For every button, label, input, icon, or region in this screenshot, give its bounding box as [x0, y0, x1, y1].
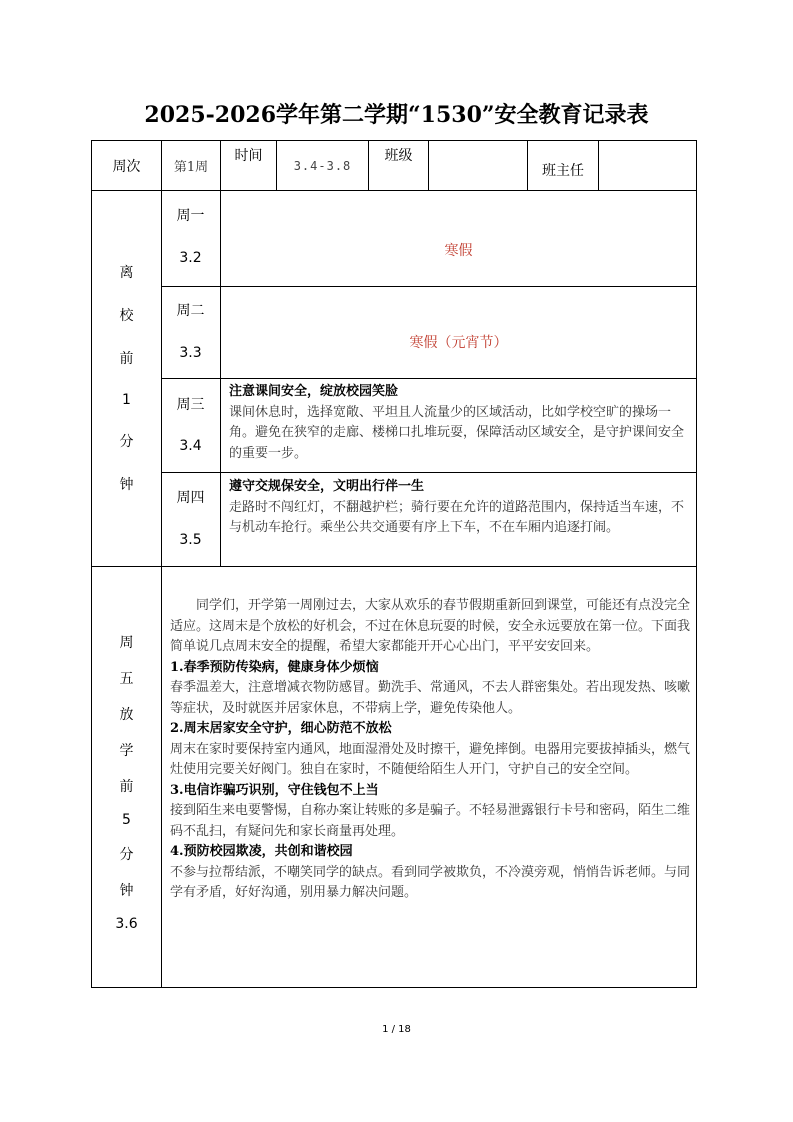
class-label: 班级 [384, 148, 413, 164]
section2-char: 5 [122, 812, 131, 828]
section2-char: 周 [119, 635, 134, 651]
section2-char: 放 [119, 707, 134, 723]
section-friday-label [92, 632, 161, 932]
tuesday-day: 周二 [176, 303, 205, 319]
section2-char: 学 [119, 743, 134, 759]
tuesday-date: 3.3 [179, 345, 202, 361]
item2-text: 周末在家时要保持室内通风，地面湿滑处及时擦干，避免摔倒。电器用完要拔掉插头，燃气灶使用完要关好阀门。独自在家时，不随便给陌生人开门，守护自己的安全空间。 [170, 741, 691, 777]
wednesday-text: 课间休息时，选择宽敞、平坦且人流量少的区域活动，比如学校空旷的操场一角。避免在狭窄的走廊、楼梯口扎堆玩耍，保障活动区域安全，是守护课间安全的重要一步。 [229, 404, 685, 461]
section1-char: 分 [119, 433, 134, 450]
section1-char: 钟 [119, 476, 134, 493]
teacher-value [599, 141, 696, 190]
tuesday-holiday: 寒假（元宵节） [409, 335, 508, 351]
friday-intro: 同学们，开学第一周刚过去，大家从欢乐的春节假期重新回到课堂，可能还有点没完全适应。这周末是个放松的好机会，不过在休息玩耍的时候，安全永远要放在第一位。下面我简单说几点周末安全的提醒，希望大家都能开开心心出门，平平安安回来。 [170, 598, 691, 654]
item1-heading: 1.春季预防传染病，健康身体少烦恼 [170, 659, 379, 675]
section-leave-school-label [92, 262, 161, 494]
section2-char: 钟 [119, 883, 134, 899]
section1-char: 前 [119, 351, 134, 368]
wednesday-heading: 注意课间安全，绽放校园笑脸 [229, 384, 399, 399]
thursday-heading: 遵守交规保安全，文明出行伴一生 [229, 479, 425, 494]
section2-char: 前 [119, 779, 134, 795]
monday-date: 3.2 [179, 250, 202, 266]
page-title: 2025-2026学年第二学期“1530”安全教育记录表 [144, 102, 649, 128]
section2-char: 分 [119, 847, 134, 863]
week-label: 周次 [112, 158, 141, 175]
item3-heading: 3.电信诈骗巧识别，守住钱包不上当 [170, 782, 379, 798]
friday-content [170, 596, 692, 904]
class-value [429, 141, 527, 190]
item4-heading: 4.预防校园欺凌，共创和谐校园 [170, 844, 353, 859]
item3-text: 接到陌生来电要警惕，自称办案让转账的多是骗子。不轻易泄露银行卡号和密码，陌生二维码不乱扫，有疑问先和家长商量再处理。 [170, 803, 691, 839]
section2-char: 3.6 [115, 916, 138, 932]
wednesday-day: 周三 [176, 397, 205, 413]
wednesday-date: 3.4 [179, 438, 202, 454]
thursday-date: 3.5 [179, 532, 202, 548]
monday-holiday: 寒假 [444, 243, 473, 259]
wednesday-entry [229, 382, 691, 464]
page-number: 1 / 18 [382, 1024, 411, 1035]
thursday-entry [229, 477, 691, 539]
section2-char: 五 [119, 671, 134, 687]
teacher-label: 班主任 [542, 162, 584, 179]
time-value: 3.4-3.8 [293, 158, 352, 173]
section1-char: 离 [119, 265, 134, 281]
section1-char: 1 [122, 391, 131, 408]
week-value: 第1周 [173, 160, 209, 175]
time-label: 时间 [234, 148, 263, 164]
item4-text: 不参与拉帮结派，不嘲笑同学的缺点。看到同学被欺负，不冷漠旁观，悄悄告诉老师。与同学有矛盾，好好沟通，别用暴力解决问题。 [170, 864, 691, 900]
section1-char: 校 [119, 308, 134, 325]
monday-day: 周一 [176, 208, 205, 224]
thursday-text: 走路时不闯红灯，不翻越护栏；骑行要在允许的道路范围内，保持适当车速，不与机动车抢行。乘坐公共交通要有序上下车，不在车厢内追逐打闹。 [229, 499, 685, 535]
item1-text: 春季温差大，注意增减衣物防感冒。勤洗手、常通风，不去人群密集处。若出现发热、咳嗽等症状，及时就医并居家休息，不带病上学，避免传染他人。 [170, 680, 691, 716]
item2-heading: 2.周末居家安全守护，细心防范不放松 [170, 721, 392, 736]
thursday-day: 周四 [176, 490, 205, 506]
